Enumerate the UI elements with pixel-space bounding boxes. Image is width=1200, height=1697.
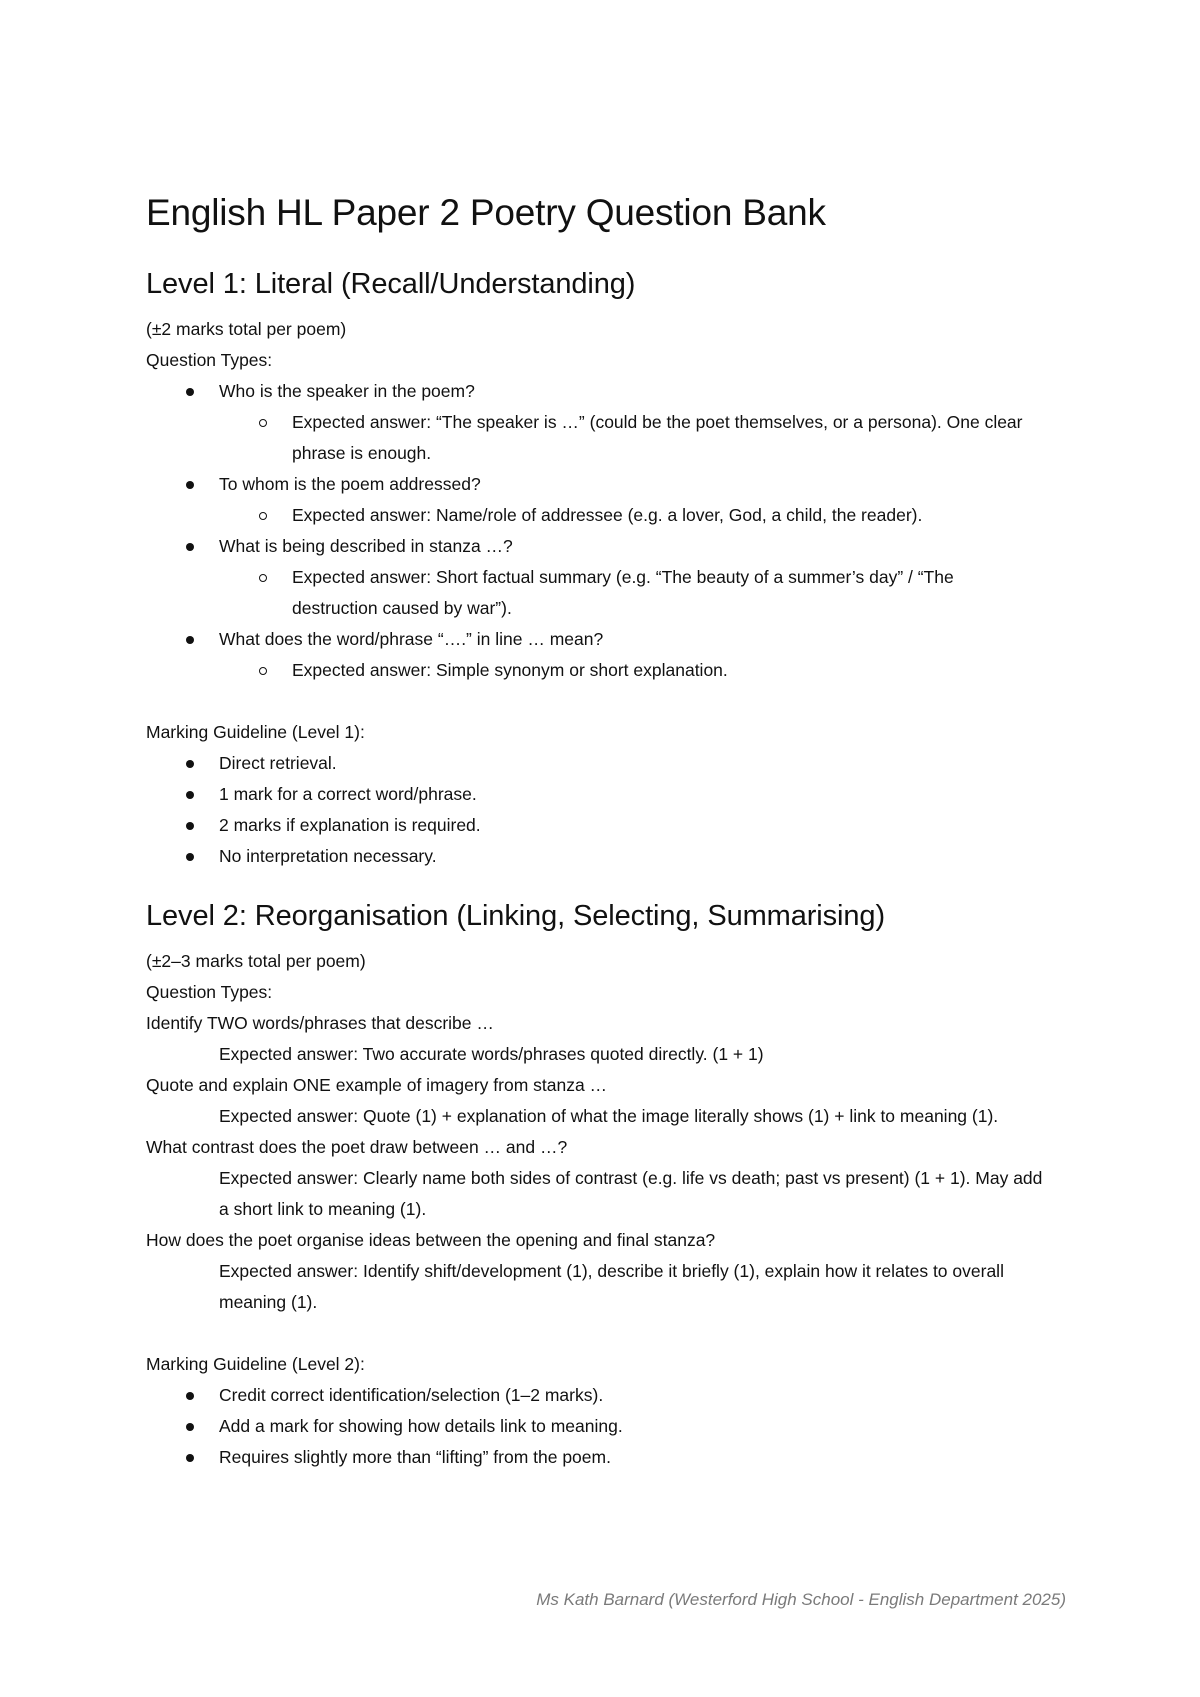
list-item [146, 1411, 1066, 1442]
question-text: Who is the speaker in the poem? [219, 381, 475, 401]
list-item [146, 841, 1066, 872]
spacer [146, 1318, 1066, 1349]
bullet-icon [186, 1392, 194, 1400]
document-title: English HL Paper 2 Poetry Question Bank [146, 192, 826, 233]
guideline-text: Credit correct identification/selection (1–2 marks). [219, 1385, 604, 1405]
bullet-icon [186, 822, 194, 830]
spacer [146, 686, 1066, 717]
question-text: To whom is the poem addressed? [219, 474, 481, 494]
bullet-icon [186, 388, 194, 396]
answer-text: Expected answer: Identify shift/development (1), describe it briefly (1), explain how it relates to overall meaning (1). [219, 1261, 1004, 1312]
document-body [146, 190, 1066, 1473]
level1-question-list [146, 376, 1066, 686]
level1-section [146, 266, 1066, 872]
question-text: What is being described in stanza …? [219, 536, 513, 556]
level1-heading: Level 1: Literal (Recall/Understanding) [146, 268, 636, 300]
question-text: Identify TWO words/phrases that describe … [146, 1013, 494, 1033]
list-item [146, 531, 1066, 624]
bullet-icon [186, 636, 194, 644]
guideline-text: Requires slightly more than “lifting” from the poem. [219, 1447, 611, 1467]
guideline-text: No interpretation necessary. [219, 846, 437, 866]
circle-bullet-icon [259, 667, 267, 675]
level2-guideline-list [146, 1380, 1066, 1473]
answer-text: Expected answer: Quote (1) + explanation of what the image literally shows (1) + link to meaning (1). [219, 1106, 999, 1126]
list-item [146, 1442, 1066, 1473]
answer-list [219, 407, 1066, 469]
answer-list [219, 655, 1066, 686]
level2-question-list [146, 1008, 1066, 1318]
guideline-text: 2 marks if explanation is required. [219, 815, 481, 835]
answer-text: Expected answer: Name/role of addressee (e.g. a lover, God, a child, the reader). [292, 505, 923, 525]
answer-text: Expected answer: Short factual summary (e.g. “The beauty of a summer’s day” / “The destruction caused by war”). [292, 567, 954, 618]
level2-section [146, 898, 1066, 1473]
list-item [146, 748, 1066, 779]
guideline-text: Add a mark for showing how details link to meaning. [219, 1416, 623, 1436]
question-text: Quote and explain ONE example of imagery from stanza … [146, 1075, 608, 1095]
guideline-text: 1 mark for a correct word/phrase. [219, 784, 477, 804]
guideline-text: Direct retrieval. [219, 753, 337, 773]
list-item [146, 624, 1066, 686]
bullet-icon [186, 1423, 194, 1431]
answer-list [219, 500, 1066, 531]
list-item [219, 500, 1066, 531]
list-item [146, 779, 1066, 810]
level1-marks: (±2 marks total per poem) [146, 319, 347, 339]
question-text: What contrast does the poet draw between … and …? [146, 1137, 568, 1157]
list-item [219, 655, 1066, 686]
level1-guideline-list [146, 748, 1066, 872]
circle-bullet-icon [259, 574, 267, 582]
level2-marks: (±2–3 marks total per poem) [146, 951, 366, 971]
bullet-icon [186, 543, 194, 551]
bullet-icon [186, 853, 194, 861]
level2-guideline-heading: Marking Guideline (Level 2): [146, 1354, 365, 1374]
question-text: How does the poet organise ideas between the opening and final stanza? [146, 1230, 716, 1250]
answer-text: Expected answer: Clearly name both sides of contrast (e.g. life vs death; past vs present) (1 + 1). May add a short link to meaning (1). [219, 1168, 1043, 1219]
list-item [219, 407, 1066, 469]
bullet-icon [186, 481, 194, 489]
answer-text: Expected answer: “The speaker is …” (could be the poet themselves, or a persona). One clear phrase is enough. [292, 412, 1023, 463]
question-text: What does the word/phrase “….” in line … mean? [219, 629, 604, 649]
answer-list [219, 562, 1066, 624]
bullet-icon [186, 760, 194, 768]
list-item [146, 1380, 1066, 1411]
circle-bullet-icon [259, 419, 267, 427]
answer-text: Expected answer: Two accurate words/phrases quoted directly. (1 + 1) [219, 1044, 764, 1064]
level2-question-types-label: Question Types: [146, 982, 273, 1002]
answer-text: Expected answer: Simple synonym or short explanation. [292, 660, 728, 680]
level2-heading: Level 2: Reorganisation (Linking, Selecting, Summarising) [146, 900, 886, 932]
list-item [146, 376, 1066, 469]
level1-question-types-label: Question Types: [146, 350, 273, 370]
page-footer: Ms Kath Barnard (Westerford High School - English Department 2025) [536, 1590, 1066, 1609]
bullet-icon [186, 1454, 194, 1462]
list-item [219, 562, 1066, 624]
list-item [146, 469, 1066, 531]
circle-bullet-icon [259, 512, 267, 520]
bullet-icon [186, 791, 194, 799]
level1-guideline-heading: Marking Guideline (Level 1): [146, 722, 365, 742]
list-item [146, 810, 1066, 841]
